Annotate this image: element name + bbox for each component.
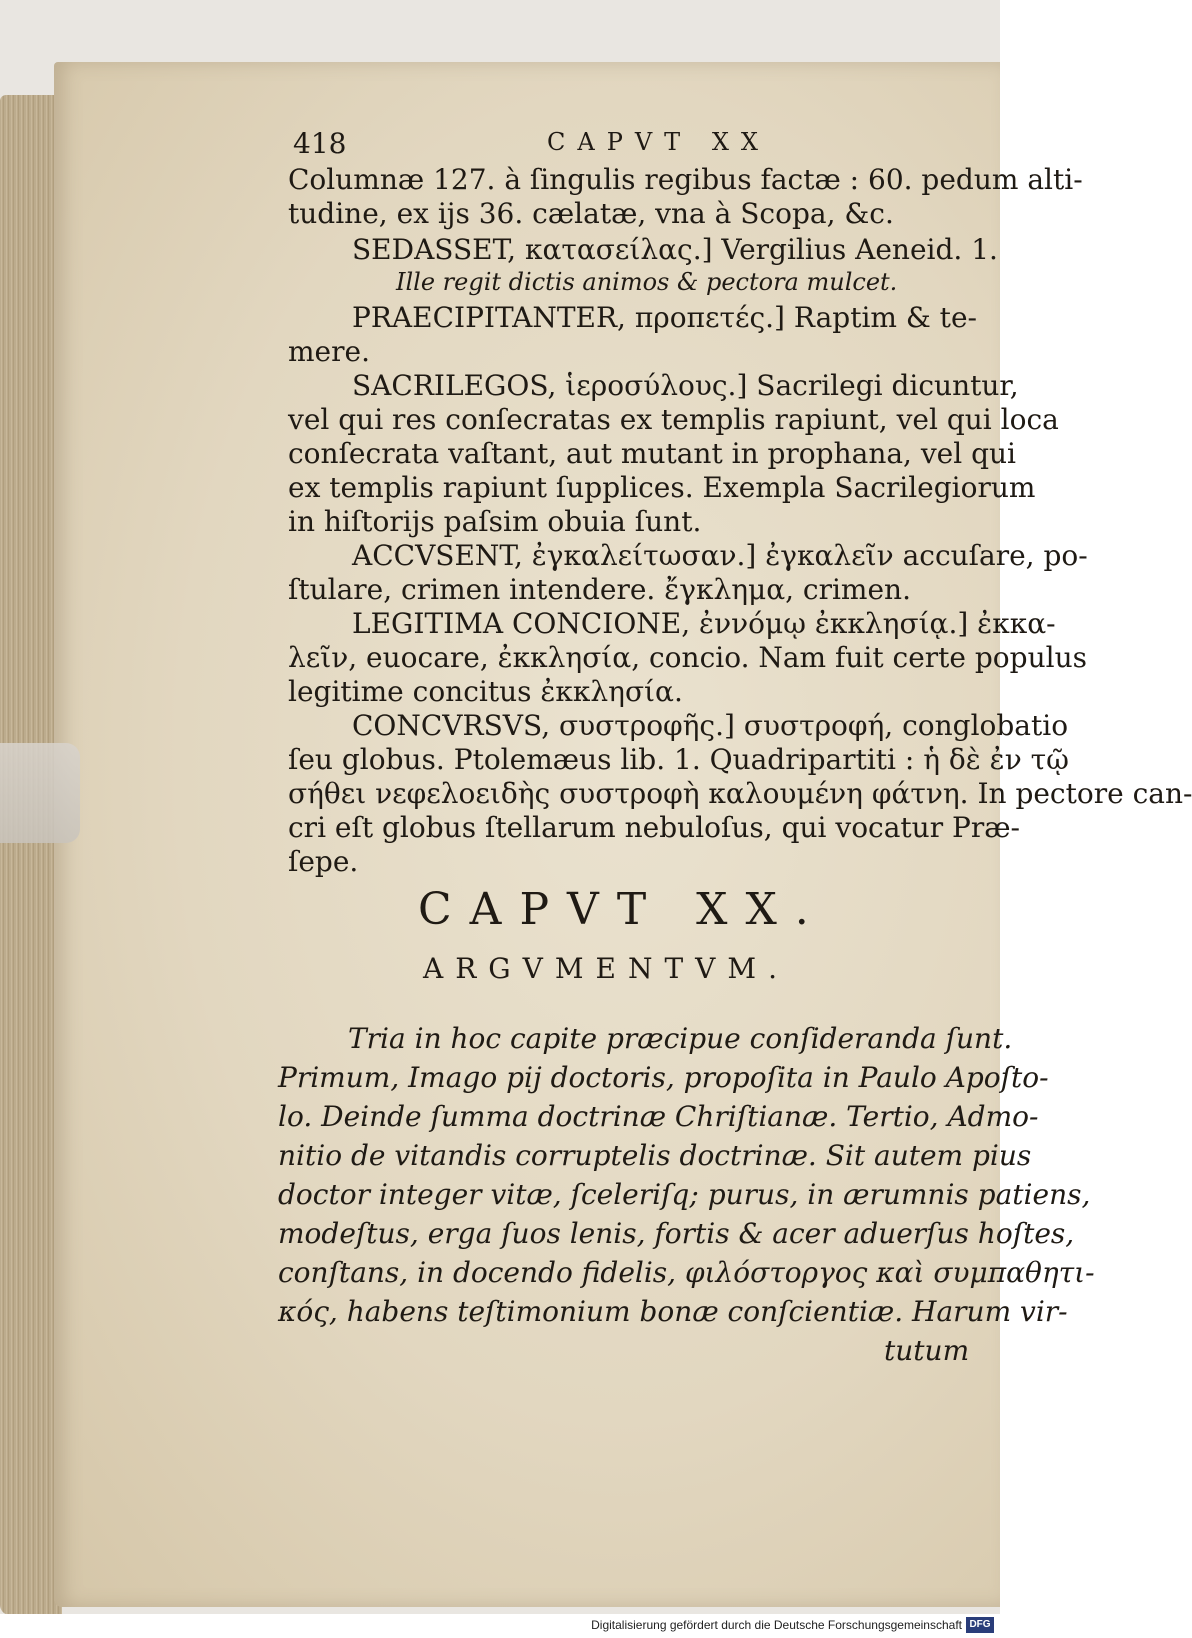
bookmark-strip — [0, 743, 80, 843]
argument-line: Primum, Imago pij doctoris, propoſita in Paulo Apoſto- — [278, 1061, 1049, 1094]
chapter-title: CAPVT XX. — [418, 884, 827, 935]
body-line: σήθει νεφελοειδὴς συστροφὴ καλουμένη φάτνη. In pectore can- — [288, 777, 1192, 810]
body-line: ſtulare, crimen intendere. ἔγκλημα, crimen. — [288, 573, 911, 606]
body-line: SACRILEGOS, ἱεροσύλους.] Sacrilegi dicuntur, — [352, 369, 1019, 402]
body-line: ſeu globus. Ptolemæus lib. 1. Quadripartiti : ἡ δὲ ἐν τῷ — [288, 743, 1069, 776]
argument-line: conſtans, in docendo fidelis, φιλόστοργος καὶ συμπαθητι- — [278, 1256, 1095, 1289]
body-line: PRAECIPITANTER, προπετές.] Raptim & te- — [352, 301, 977, 334]
argument-line: doctor integer vitæ, ſceleriſq; purus, in ærumnis patiens, — [278, 1178, 1091, 1211]
body-line: SEDASSET, κατασείλας.] Vergilius Aeneid. 1. — [352, 233, 998, 266]
body-line: Columnæ 127. à ſingulis regibus factæ : 60. pedum alti- — [288, 163, 1083, 196]
body-line: vel qui res conſecratas ex templis rapiunt, vel qui loca — [288, 403, 1059, 436]
body-line: cri eſt globus ſtellarum nebuloſus, qui vocatur Præ- — [288, 811, 1021, 844]
argument-line: κός, habens teſtimonium bonæ conſcientiæ. Harum vir- — [278, 1295, 1068, 1328]
body-line: ex templis rapiunt ſupplices. Exempla Sacrilegiorum — [288, 471, 1036, 504]
body-line: ſepe. — [288, 845, 359, 878]
argument-line: modeſtus, erga ſuos lenis, fortis & acer aduerſus hoſtes, — [278, 1217, 1075, 1250]
argument-line: lo. Deinde ſumma doctrinæ Chriſtianæ. Tertio, Admo- — [278, 1100, 1039, 1133]
body-line: CONCVRSVS, συστροφῆς.] συστροφή, conglobatio — [352, 709, 1069, 742]
body-line: in hiſtorijs paſsim obuia ſunt. — [288, 505, 702, 538]
argument-heading: ARGVMENTVM. — [423, 952, 789, 985]
body-line: λεῖν, euocare, ἐκκλησία, concio. Nam fuit certe populus — [288, 641, 1087, 674]
verse-quote: Ille regit dictis animos & pectora mulcet. — [396, 268, 898, 296]
body-line: LEGITIMA CONCIONE, ἐννόμῳ ἐκκλησίᾳ.] ἐκκα- — [352, 607, 1056, 640]
argument-line: nitio de vitandis corruptelis doctrinæ. Sit autem pius — [278, 1139, 1032, 1172]
footer-bar — [0, 1614, 1000, 1638]
body-line: legitime concitus ἐκκλησία. — [288, 675, 683, 708]
body-line: ACCVSENT, ἐγκαλείτωσαν.] ἐγκαλεῖν accuſare, po- — [352, 539, 1088, 572]
book-fore-edge — [0, 95, 62, 1615]
page-number: 418 — [293, 127, 347, 160]
catchword: tutum — [884, 1334, 970, 1367]
argument-line: Tria in hoc capite præcipue conſideranda ſunt. — [348, 1022, 1013, 1055]
body-line: mere. — [288, 335, 370, 368]
body-line: tudine, ex ijs 36. cælatæ, vna à Scopa, &c. — [288, 197, 894, 230]
body-line: conſecrata vaſtant, aut mutant in prophana, vel qui — [288, 437, 1016, 470]
dfg-logo: DFG — [966, 1617, 994, 1633]
running-head: CAPVT XX — [547, 128, 770, 156]
footer-credit: Digitalisierung gefördert durch die Deutsche Forschungsgemeinschaft — [591, 1618, 962, 1632]
